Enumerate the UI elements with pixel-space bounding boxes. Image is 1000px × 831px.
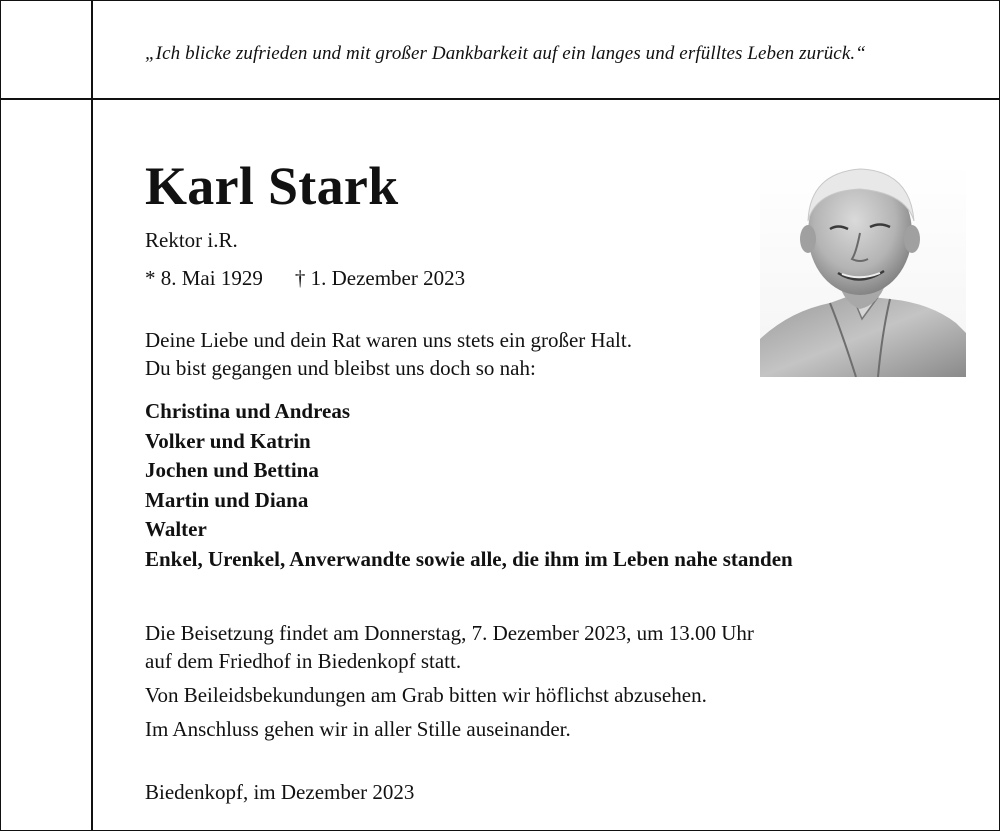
notice-line: auf dem Friedhof in Biedenkopf statt. [145,649,462,673]
deceased-title: Rektor i.R. [145,228,238,252]
notice-line: Im Anschluss gehen wir in aller Stille auseinander. [145,717,571,741]
verse-line: Deine Liebe und dein Rat waren uns stets ein großer Halt. [145,328,632,352]
funeral-notice [145,619,754,743]
death-date: † 1. Dezember 2023 [294,266,466,290]
portrait-photo [760,163,966,377]
family-member: Martin und Diana [145,487,309,512]
life-dates [145,266,465,291]
deceased-name: Karl Stark [145,156,399,216]
family-member: Jochen und Bettina [145,458,319,482]
family-list [145,397,793,574]
family-member: Volker und Katrin [145,428,311,453]
notice-line: Von Beileidsbekundungen am Grab bitten wir höflichst abzusehen. [145,683,707,707]
vertical-divider [91,0,93,831]
verse-line: Du bist gegangen und bleibst uns doch so nah: [145,356,536,380]
family-member: Christina und Andreas [145,399,351,423]
memorial-quote: „Ich blicke zufrieden und mit großer Dankbarkeit auf ein langes und erfülltes Leben zurück.“ [145,43,866,64]
verse [145,326,632,382]
horizontal-divider [0,98,1000,100]
family-member: Walter [145,517,207,541]
family-member: Enkel, Urenkel, Anverwandte sowie alle, die ihm im Leben nahe standen [145,546,793,571]
place-and-date: Biedenkopf, im Dezember 2023 [145,780,415,804]
birth-date: * 8. Mai 1929 [145,266,263,290]
notice-line: Die Beisetzung findet am Donnerstag, 7. Dezember 2023, um 13.00 Uhr [145,621,754,645]
